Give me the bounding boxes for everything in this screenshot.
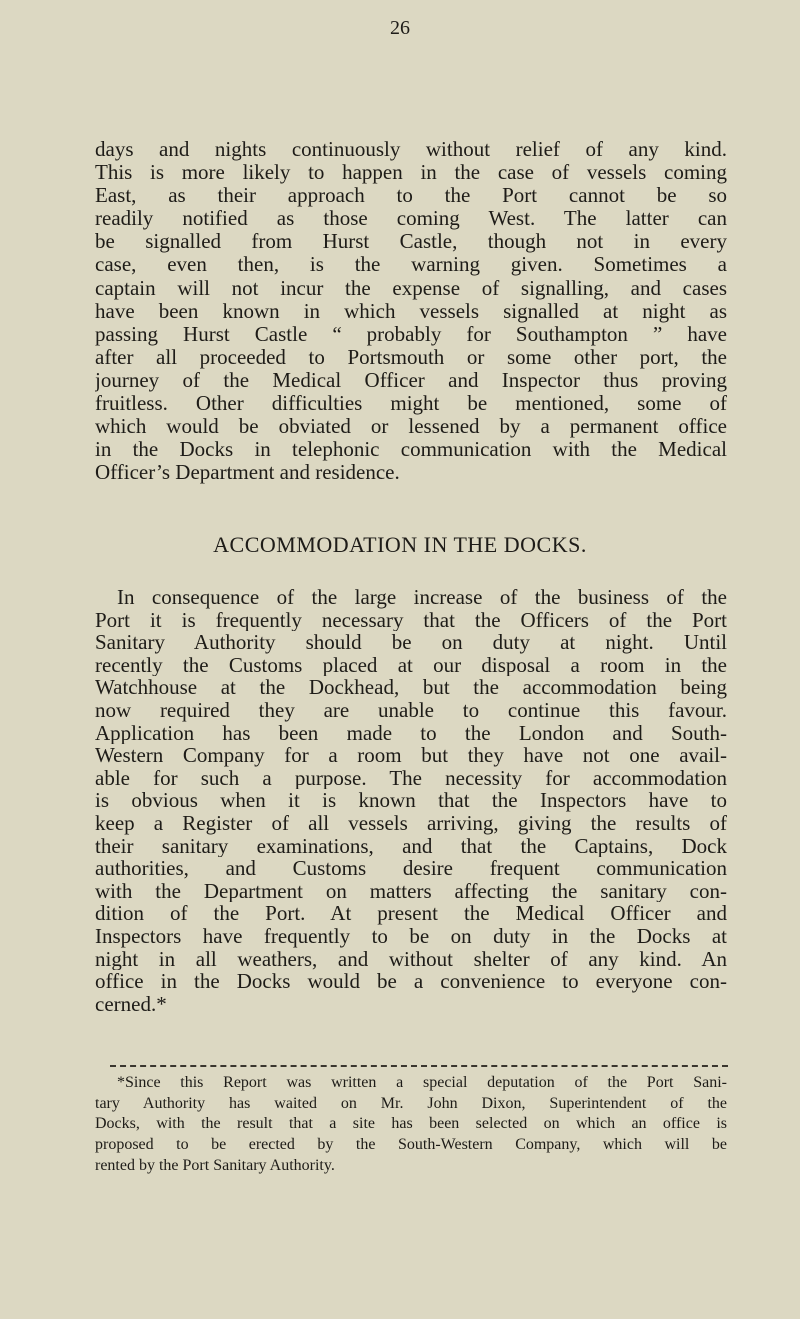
text-line: East, as their approach to the Port cannot be so <box>95 184 727 208</box>
text-line: *Since this Report was written a special deputation of the Port Sani- <box>117 1074 727 1091</box>
text-line: able for such a purpose. The necessity for accommodation <box>95 766 727 790</box>
footnote <box>95 1073 727 1177</box>
text-line: Application has been made to the London and South- <box>95 721 727 745</box>
text-line: Port it is frequently necessary that the Officers of the Port <box>95 608 727 632</box>
text-line: in the Docks in telephonic communication with the Medical <box>95 438 727 462</box>
text-line: their sanitary examinations, and that the Captains, Dock <box>95 834 727 858</box>
text-line: now required they are unable to continue this favour. <box>95 698 727 722</box>
text-line: be signalled from Hurst Castle, though not in every <box>95 230 727 254</box>
text-line: with the Department on matters affecting the sanitary con- <box>95 879 727 903</box>
text-line: tary Authority has waited on Mr. John Dixon, Superintendent of the <box>95 1094 727 1112</box>
section-heading: ACCOMMODATION IN THE DOCKS. <box>213 532 587 557</box>
text-line: authorities, and Customs desire frequent communication <box>95 857 727 880</box>
text-line: proposed to be erected by the South-Western Company, which will be <box>95 1136 727 1154</box>
page-number: 26 <box>390 17 410 39</box>
text-line: rented by the Port Sanitary Authority. <box>95 1156 335 1174</box>
text-line: dition of the Port. At present the Medical Officer and <box>95 902 727 925</box>
text-line: Sanitary Authority should be on duty at night. Until <box>95 631 727 654</box>
text-line: night in all weathers, and without shelter of any kind. An <box>95 947 727 971</box>
text-line: journey of the Medical Officer and Inspector thus proving <box>95 368 727 392</box>
text-line: In consequence of the large increase of the business of the <box>117 586 727 609</box>
text-line: readily notified as those coming West. The latter can <box>95 207 727 231</box>
text-line: office in the Docks would be a convenience to everyone con- <box>95 970 727 993</box>
text-line: cerned.* <box>95 992 167 1016</box>
text-line: Western Company for a room but they have not one avail- <box>95 744 727 767</box>
text-line: case, even then, is the warning given. Sometimes a <box>95 253 727 277</box>
text-line: have been known in which vessels signalled at night as <box>95 299 727 323</box>
text-line: captain will not incur the expense of signalling, and cases <box>95 276 727 300</box>
text-line: Officer’s Department and residence. <box>95 461 400 485</box>
text-line: days and nights continuously without relief of any kind. <box>95 138 727 161</box>
text-line: passing Hurst Castle “ probably for Southampton ” have <box>95 322 727 346</box>
text-line: keep a Register of all vessels arriving, giving the results of <box>95 811 727 835</box>
text-line: fruitless. Other difficulties might be mentioned, some of <box>95 392 727 416</box>
text-line: recently the Customs placed at our disposal a room in the <box>95 653 727 677</box>
paragraph-continued <box>95 138 727 484</box>
text-line: This is more likely to happen in the case of vessels coming <box>95 161 727 185</box>
footnote-divider <box>110 1065 728 1067</box>
text-line: after all proceeded to Portsmouth or some other port, the <box>95 345 727 369</box>
paragraph-accommodation <box>95 586 727 1015</box>
text-line: which would be obviated or lessened by a permanent office <box>95 415 727 439</box>
text-line: Docks, with the result that a site has been selected on which an office is <box>95 1115 727 1133</box>
text-line: Inspectors have frequently to be on duty in the Docks at <box>95 924 727 948</box>
text-line: is obvious when it is known that the Inspectors have to <box>95 789 727 812</box>
text-line: Watchhouse at the Dockhead, but the accommodation being <box>95 676 727 699</box>
